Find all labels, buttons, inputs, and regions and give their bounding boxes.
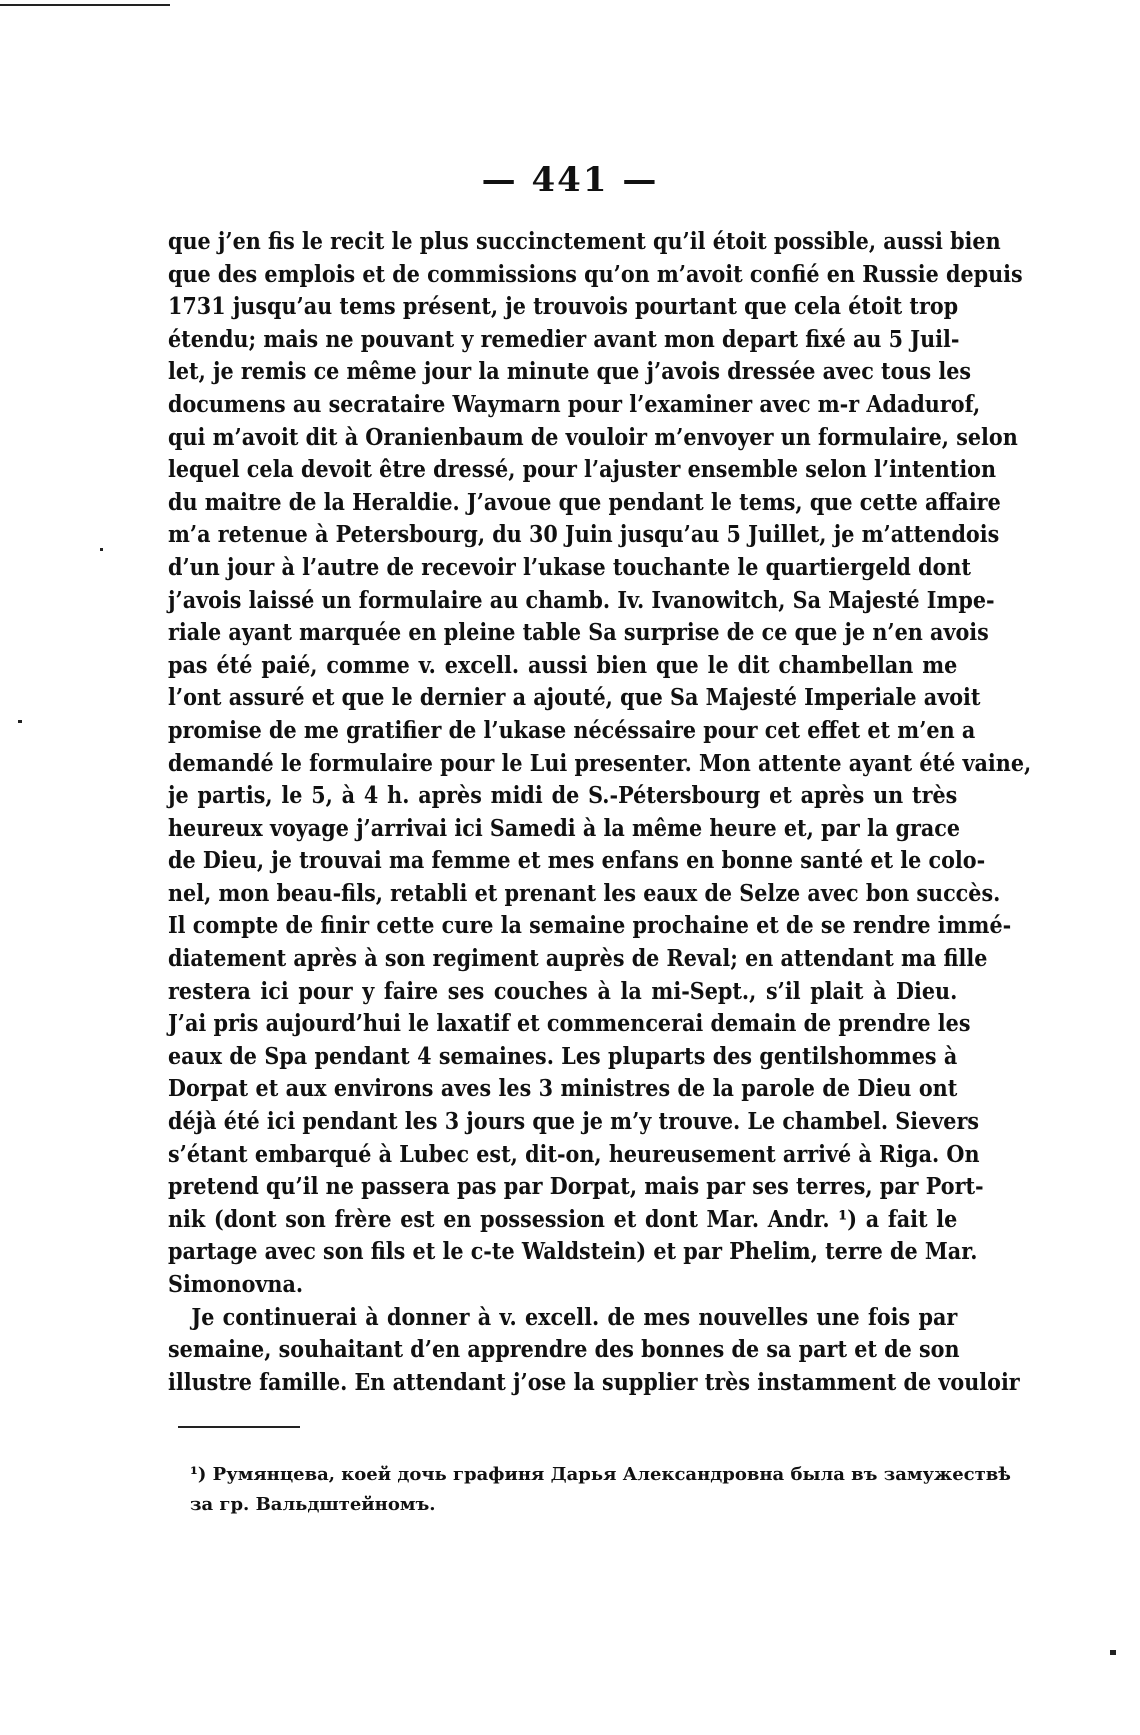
text-line: J’ai pris aujourd’hui le laxatif et commencerai demain de prendre les (168, 1010, 971, 1038)
text-line: demandé le formulaire pour le Lui presenter. Mon attente ayant été vaine, (168, 749, 1032, 777)
text-line: pas été paié, comme v. excell. aussi bien que le dit chambellan me (168, 651, 958, 679)
text-line: heureux voyage j’arrivai ici Samedi à la même heure et, par la grace (168, 814, 961, 842)
text-line: déjà été ici pendant les 3 jours que je m’y trouve. Le chambel. Sievers (168, 1108, 980, 1136)
footnote-line: ¹) Румянцева, коей дочь графиня Дарья Александровна была въ замужествѣ (190, 1464, 1011, 1485)
text-line: Dorpat et aux environs aves les 3 ministres de la parole de Dieu ont (168, 1075, 958, 1103)
text-line: l’ont assuré et que le dernier a ajouté, que Sa Majesté Imperiale avoit (168, 684, 981, 712)
text-line: que j’en fis le recit le plus succinctement qu’il étoit possible, aussi bien (168, 228, 1001, 255)
text-line: documens au secrataire Waymarn pour l’examiner avec m-r Adadurof, (168, 390, 981, 418)
page-number: — 441 — (481, 160, 659, 200)
footnote-line: за гр. Вальдштейномъ. (190, 1494, 436, 1515)
text-line: promise de me gratifier de l’ukase nécéssaire pour cet effet et m’en a (168, 716, 976, 744)
body-text (168, 226, 1032, 1399)
footnote (190, 1460, 1011, 1520)
text-line: diatement après à son regiment auprès de Reval; en attendant ma fille (168, 945, 988, 973)
text-line: étendu; mais ne pouvant y remedier avant mon depart fixé au 5 Juil- (168, 325, 960, 353)
text-line: Il compte de finir cette cure la semaine prochaine et de se rendre immé- (168, 912, 1012, 940)
text-line: semaine, souhaitant d’en apprendre des bonnes de sa part et de son (168, 1336, 960, 1364)
text-line: d’un jour à l’autre de recevoir l’ukase touchante le quartiergeld dont (168, 553, 971, 581)
text-line: let, je remis ce même jour la minute que j’avois dressée avec tous les (168, 358, 972, 386)
scan-speck (18, 720, 22, 723)
text-line: m’a retenue à Petersbourg, du 30 Juin jusqu’au 5 Juillet, je m’attendois (168, 521, 1000, 549)
text-line: lequel cela devoit être dressé, pour l’ajuster ensemble selon l’intention (168, 456, 997, 484)
text-line: 1731 jusqu’au tems présent, je trouvois pourtant que cela étoit trop (168, 293, 959, 321)
paragraph-end-line: Simonovna. (168, 1271, 304, 1298)
scan-edge-mark (0, 4, 170, 6)
text-line: que des emplois et de commissions qu’on m’avoit confié en Russie depuis (168, 260, 1023, 288)
text-line: nel, mon beau-fils, retabli et prenant les eaux de Selze avec bon succès. (168, 879, 1001, 907)
text-line: qui m’avoit dit à Oranienbaum de vouloir m’envoyer un formulaire, selon (168, 423, 1018, 451)
scan-speck (1110, 1650, 1116, 1655)
text-line: j’avois laissé un formulaire au chamb. Iv. Ivanowitch, Sa Majesté Impe- (168, 586, 995, 614)
footnote-divider (178, 1426, 300, 1428)
text-line: nik (dont son frère est en possession et dont Mar. Andr. ¹) a fait le (168, 1205, 958, 1233)
text-line: pretend qu’il ne passera pas par Dorpat, mais par ses terres, par Port- (168, 1173, 984, 1201)
text-line: je partis, le 5, à 4 h. après midi de S.-Pétersbourg et après un très (168, 782, 958, 810)
text-line: riale ayant marquée en pleine table Sa surprise de ce que je n’en avois (168, 619, 989, 647)
text-line: illustre famille. En attendant j’ose la supplier très instamment de vouloir (168, 1368, 1020, 1396)
text-line: restera ici pour y faire ses couches à la mi-Sept., s’il plait à Dieu. (168, 977, 958, 1005)
scan-speck (100, 548, 103, 551)
text-line: partage avec son fils et le c-te Waldstein) et par Phelim, terre de Mar. (168, 1238, 978, 1266)
text-line: eaux de Spa pendant 4 semaines. Les pluparts des gentilshommes à (168, 1042, 958, 1070)
text-line: de Dieu, je trouvai ma femme et mes enfans en bonne santé et le colo- (168, 847, 986, 875)
paragraph-start-line: Je continuerai à donner à v. excell. de mes nouvelles une fois par (191, 1303, 958, 1331)
text-line: s’étant embarqué à Lubec est, dit-on, heureusement arrivé à Riga. On (168, 1140, 980, 1168)
text-line: du maitre de la Heraldie. J’avoue que pendant le tems, que cette affaire (168, 488, 1001, 516)
